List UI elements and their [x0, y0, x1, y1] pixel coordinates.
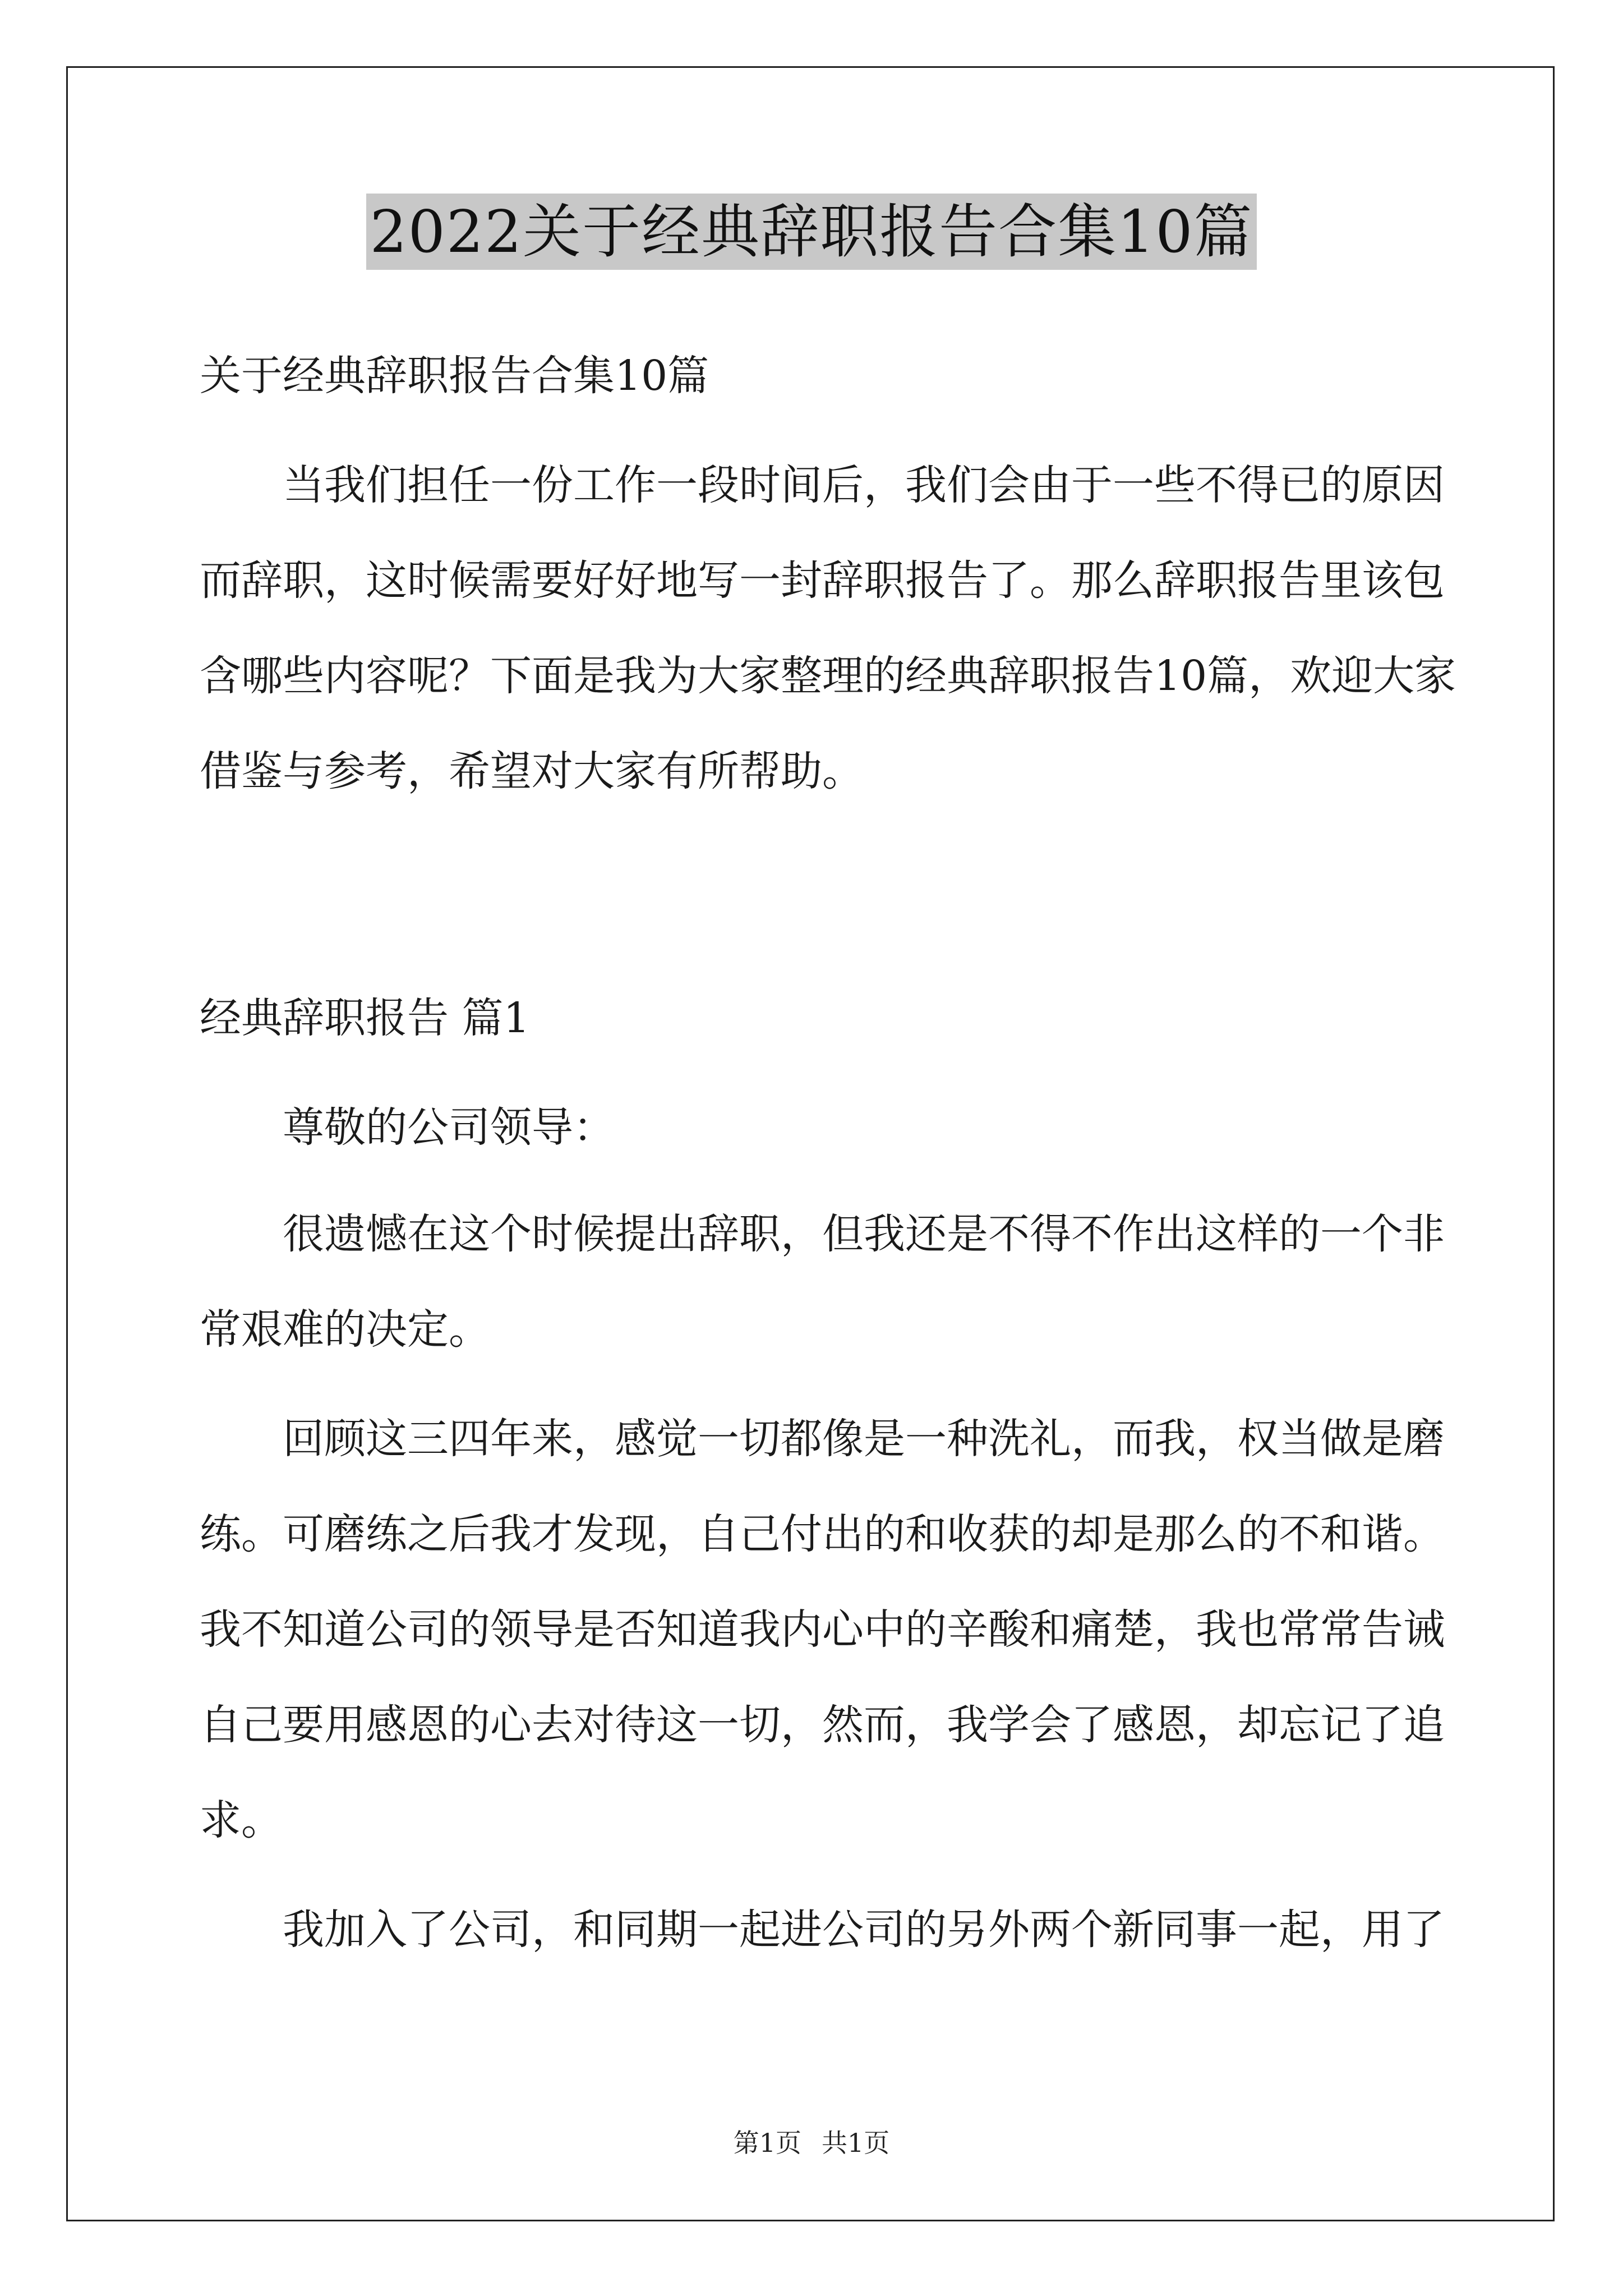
intro-line-4: 借鉴与参考，希望对大家有所帮助。: [200, 747, 864, 795]
para2-line-5: 求。: [200, 1796, 283, 1844]
page-footer: [0, 2126, 1623, 2160]
para3-line-1: 我加入了公司，和同期一起进公司的另外两个新同事一起，用了: [283, 1906, 1445, 1954]
section-heading: 经典辞职报告 篇1: [200, 994, 530, 1042]
document-subtitle: 关于经典辞职报告合集10篇: [200, 352, 709, 400]
salutation: 尊敬的公司领导：: [283, 1103, 615, 1152]
para2-line-1: 回顾这三四年来，感觉一切都像是一种洗礼，而我，权当做是磨: [283, 1415, 1445, 1463]
page-number-total: 共1页: [822, 2128, 890, 2158]
document-title: 2022关于经典辞职报告合集10篇: [366, 194, 1256, 270]
para2-line-3: 我不知道公司的领导是否知道我内心中的辛酸和痛楚，我也常常告诫: [200, 1605, 1445, 1654]
intro-line-2: 而辞职，这时候需要好好地写一封辞职报告了。那么辞职报告里该包: [200, 556, 1445, 605]
para1-line-2: 常艰难的决定。: [200, 1305, 490, 1354]
intro-line-1: 当我们担任一份工作一段时间后，我们会由于一些不得已的原因: [283, 461, 1445, 509]
intro-line-3: 含哪些内容呢？下面是我为大家整理的经典辞职报告10篇，欢迎大家: [200, 652, 1456, 700]
title-container: [0, 194, 1623, 270]
para2-line-4: 自己要用感恩的心去对待这一切，然而，我学会了感恩，却忘记了追: [200, 1701, 1445, 1749]
page-number-current: 第1页: [733, 2128, 801, 2158]
para1-line-1: 很遗憾在这个时候提出辞职，但我还是不得不作出这样的一个非: [283, 1210, 1445, 1258]
para2-line-2: 练。可磨练之后我才发现，自己付出的和收获的却是那么的不和谐。: [200, 1510, 1445, 1558]
